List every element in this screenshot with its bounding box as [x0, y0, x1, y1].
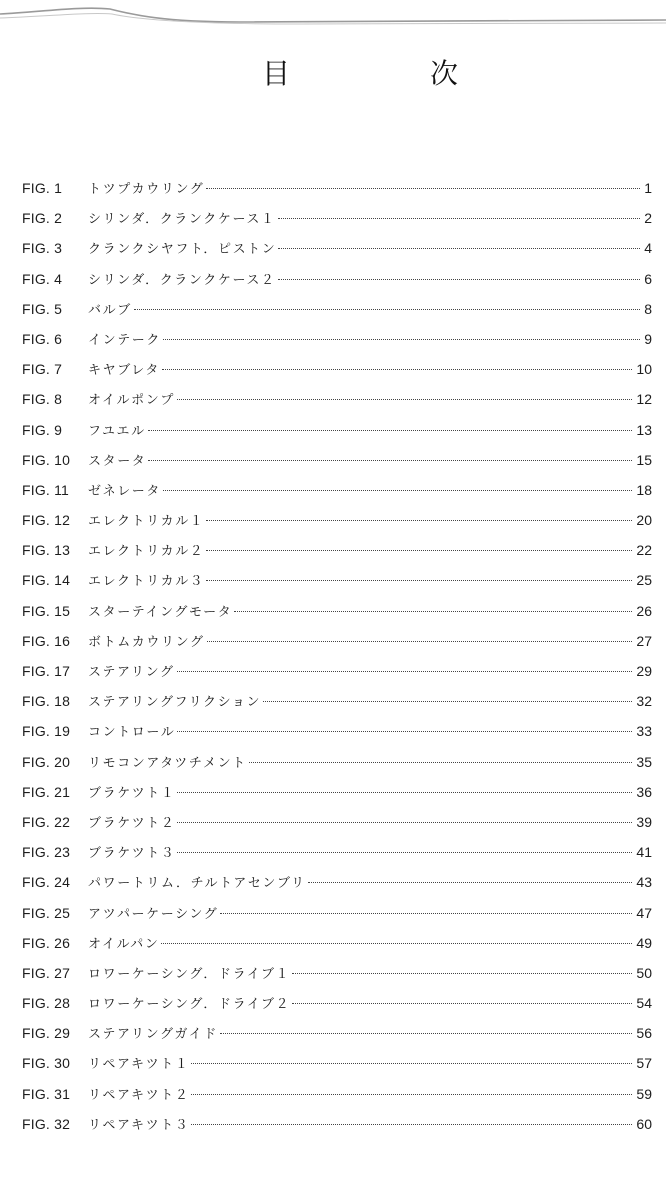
toc-entry-figure-number: FIG. 3 — [22, 240, 63, 257]
toc-entry — [22, 963, 652, 993]
toc-entry — [22, 510, 652, 540]
toc-entry-dot-leader — [163, 490, 632, 491]
toc-entry — [22, 178, 652, 208]
toc-entry-figure-number: FIG. 11 — [22, 481, 70, 498]
toc-entry — [22, 329, 652, 359]
toc-entry-title: ステアリングガイド — [88, 1027, 218, 1043]
toc-entry-dot-leader — [177, 852, 632, 853]
toc-entry-page-number: 9 — [644, 330, 652, 347]
toc-entry-dot-leader — [177, 399, 632, 400]
toc-entry-title: ロワーケーシング．ドライブ２ — [88, 997, 291, 1013]
toc-entry-figure-number: FIG. 9 — [22, 421, 63, 438]
toc-entry-dot-leader — [206, 580, 632, 581]
toc-entry-title: ステアリングフリクション — [88, 695, 262, 711]
toc-entry-page-number: 36 — [636, 783, 652, 800]
toc-entry — [22, 691, 652, 721]
toc-entry-page-number: 56 — [636, 1025, 652, 1042]
toc-entry — [22, 450, 652, 480]
toc-entry-dot-leader — [207, 641, 633, 642]
toc-entry-page-number: 50 — [636, 964, 652, 981]
toc-entry-title: ブラケツト２ — [88, 815, 176, 831]
toc-entry — [22, 842, 652, 872]
toc-entry-title: リペアキツト１ — [88, 1057, 190, 1073]
toc-entry-dot-leader — [177, 822, 632, 823]
toc-entry — [22, 238, 652, 268]
title-char-2: 次 — [430, 57, 459, 90]
toc-entry-figure-number: FIG. 16 — [22, 632, 71, 649]
toc-entry-title: パワートリム．チルトアセンブリ — [88, 876, 306, 892]
toc-entry — [22, 1023, 652, 1053]
toc-entry — [22, 601, 652, 631]
toc-entry-page-number: 57 — [636, 1055, 652, 1072]
toc-entry-figure-number: FIG. 20 — [22, 753, 71, 770]
title-char-1: 目 — [262, 57, 291, 90]
toc-entry-dot-leader — [161, 943, 632, 944]
toc-entry — [22, 631, 652, 661]
toc-entry-title: スタータ — [88, 453, 147, 469]
toc-entry — [22, 752, 652, 782]
toc-entry-title: ブラケツト１ — [88, 785, 176, 801]
toc-entry-title: ステアリング — [88, 665, 175, 680]
toc-entry-title: ブラケツト３ — [88, 846, 176, 862]
toc-entry-page-number: 4 — [644, 240, 652, 257]
toc-entry-figure-number: FIG. 29 — [22, 1025, 71, 1042]
toc-entry-dot-leader — [177, 671, 633, 672]
toc-entry-figure-number: FIG. 15 — [22, 602, 71, 619]
toc-entry-title: リペアキツト３ — [88, 1117, 190, 1133]
toc-entry-dot-leader — [191, 1094, 632, 1095]
toc-entry-page-number: 20 — [636, 512, 652, 529]
toc-entry-dot-leader — [191, 1124, 632, 1125]
toc-entry-title: インテーク — [88, 332, 162, 348]
toc-entry-title: クランクシヤフト．ピストン — [88, 242, 277, 258]
toc-entry-dot-leader — [292, 973, 632, 974]
toc-entry-dot-leader — [191, 1063, 632, 1064]
toc-entry-figure-number: FIG. 7 — [22, 361, 63, 378]
toc-entry — [22, 299, 652, 329]
toc-entry-page-number: 54 — [636, 995, 652, 1012]
page-top-edge — [0, 0, 666, 28]
toc-entry — [22, 359, 652, 389]
toc-entry — [22, 903, 652, 933]
toc-entry — [22, 933, 652, 963]
toc-entry — [22, 1114, 652, 1144]
toc-entry — [22, 269, 652, 299]
toc-entry-page-number: 49 — [636, 934, 652, 951]
toc-entry-page-number: 41 — [636, 844, 652, 861]
toc-entry-title: バルブ — [88, 302, 132, 318]
toc-entry-dot-leader — [206, 188, 640, 189]
toc-entry — [22, 872, 652, 902]
toc-entry — [22, 540, 652, 570]
toc-entry-dot-leader — [263, 701, 632, 702]
toc-entry-page-number: 6 — [644, 270, 652, 287]
toc-entry-page-number: 2 — [644, 210, 652, 227]
toc-entry-page-number: 13 — [636, 421, 652, 438]
toc-entry-dot-leader — [163, 339, 640, 340]
toc-entry-figure-number: FIG. 8 — [22, 391, 63, 408]
toc-entry-page-number: 12 — [636, 391, 652, 408]
toc-entry-figure-number: FIG. 22 — [22, 813, 71, 830]
toc-entry-title: ゼネレータ — [88, 483, 162, 499]
toc-entry-figure-number: FIG. 6 — [22, 330, 63, 347]
toc-entry-dot-leader — [206, 520, 632, 521]
toc-entry-figure-number: FIG. 21 — [22, 783, 71, 800]
toc-entry-title: フユエル — [88, 423, 146, 439]
toc-entry-title: シリンダ．クランクケース１ — [88, 212, 276, 228]
toc-entry-figure-number: FIG. 5 — [22, 300, 63, 317]
toc-entry-dot-leader — [134, 309, 640, 310]
toc-entry-title: リモコンアタツチメント — [88, 755, 247, 771]
toc-entry-figure-number: FIG. 2 — [22, 210, 63, 227]
toc-entry-title: スターテイングモータ — [88, 604, 233, 620]
toc-entry-page-number: 27 — [636, 632, 652, 649]
toc-entry-title: エレクトリカル３ — [88, 574, 205, 590]
toc-entry-figure-number: FIG. 12 — [22, 512, 71, 529]
toc-entry — [22, 389, 652, 419]
toc-entry-dot-leader — [292, 1003, 632, 1004]
toc-entry-page-number: 25 — [636, 572, 652, 589]
toc-entry-dot-leader — [148, 460, 632, 461]
toc-entry-figure-number: FIG. 28 — [22, 995, 71, 1012]
toc-entry-page-number: 15 — [636, 451, 652, 468]
toc-entry-page-number: 10 — [636, 361, 652, 378]
toc-entry-figure-number: FIG. 18 — [22, 693, 71, 710]
toc-entry-dot-leader — [206, 550, 632, 551]
toc-entry-title: シリンダ．クランクケース２ — [88, 272, 276, 288]
toc-entry-title: エレクトリカル２ — [88, 544, 205, 560]
table-of-contents — [22, 178, 652, 1144]
toc-entry-figure-number: FIG. 19 — [22, 723, 71, 740]
toc-entry-title: ロワーケーシング．ドライブ１ — [88, 966, 291, 982]
toc-entry-figure-number: FIG. 25 — [22, 904, 71, 921]
toc-entry — [22, 661, 652, 691]
toc-entry-dot-leader — [177, 792, 632, 793]
page-title — [0, 56, 666, 96]
toc-entry-figure-number: FIG. 23 — [22, 844, 71, 861]
toc-entry — [22, 480, 652, 510]
toc-entry-page-number: 43 — [636, 874, 652, 891]
toc-entry-title: オイルパン — [88, 936, 160, 952]
toc-entry-page-number: 39 — [636, 813, 652, 830]
toc-entry — [22, 208, 652, 238]
toc-entry-title: リペアキツト２ — [88, 1087, 190, 1103]
toc-entry-page-number: 29 — [636, 663, 652, 679]
toc-entry — [22, 1084, 652, 1114]
toc-entry-page-number: 26 — [636, 602, 652, 619]
toc-entry-figure-number: FIG. 24 — [22, 874, 71, 891]
toc-entry-title: ボトムカウリング — [88, 634, 205, 650]
toc-entry — [22, 420, 652, 450]
toc-entry — [22, 993, 652, 1023]
toc-entry-figure-number: FIG. 31 — [22, 1085, 71, 1102]
toc-entry-figure-number: FIG. 13 — [22, 542, 71, 559]
toc-entry-dot-leader — [177, 731, 632, 732]
toc-entry-page-number: 32 — [636, 693, 652, 710]
toc-entry-figure-number: FIG. 1 — [22, 180, 63, 196]
toc-entry-page-number: 8 — [644, 300, 652, 317]
toc-entry-figure-number: FIG. 26 — [22, 934, 71, 951]
toc-entry-dot-leader — [148, 430, 633, 431]
toc-entry-title: エレクトリカル１ — [88, 514, 205, 530]
toc-entry-figure-number: FIG. 32 — [22, 1115, 71, 1132]
toc-entry-page-number: 22 — [636, 542, 652, 559]
toc-entry — [22, 782, 652, 812]
toc-entry-dot-leader — [278, 279, 641, 280]
toc-entry-figure-number: FIG. 10 — [22, 451, 71, 468]
toc-entry-dot-leader — [308, 882, 633, 883]
toc-entry — [22, 1053, 652, 1083]
toc-entry-page-number: 60 — [636, 1115, 652, 1132]
toc-entry-page-number: 35 — [636, 753, 652, 770]
toc-entry-dot-leader — [278, 248, 640, 249]
toc-entry-figure-number: FIG. 4 — [22, 270, 63, 287]
toc-entry-figure-number: FIG. 27 — [22, 964, 71, 981]
toc-entry-page-number: 33 — [636, 723, 652, 740]
toc-entry-title: コントロール — [88, 725, 176, 741]
toc-entry-title: オイルポンプ — [88, 393, 175, 409]
toc-entry-page-number: 47 — [636, 904, 652, 921]
toc-entry-dot-leader — [220, 1033, 632, 1034]
toc-entry — [22, 812, 652, 842]
toc-entry-figure-number: FIG. 30 — [22, 1055, 71, 1072]
toc-entry-dot-leader — [278, 218, 641, 219]
toc-entry-title: キヤブレタ — [88, 363, 160, 379]
toc-entry — [22, 721, 652, 751]
toc-entry-dot-leader — [220, 913, 632, 914]
toc-entry-figure-number: FIG. 14 — [22, 572, 71, 589]
toc-entry-title: アツパーケーシング — [88, 906, 219, 922]
toc-entry-dot-leader — [234, 611, 632, 612]
toc-entry-figure-number: FIG. 17 — [22, 663, 71, 679]
toc-entry — [22, 570, 652, 600]
toc-entry-page-number: 59 — [636, 1085, 652, 1102]
toc-entry-dot-leader — [162, 369, 632, 370]
toc-entry-title: トツプカウリング — [88, 182, 205, 197]
paper-edge-shadow — [0, 0, 666, 28]
toc-entry-page-number: 1 — [644, 180, 652, 196]
toc-entry-dot-leader — [249, 762, 633, 763]
toc-entry-page-number: 18 — [636, 481, 652, 498]
